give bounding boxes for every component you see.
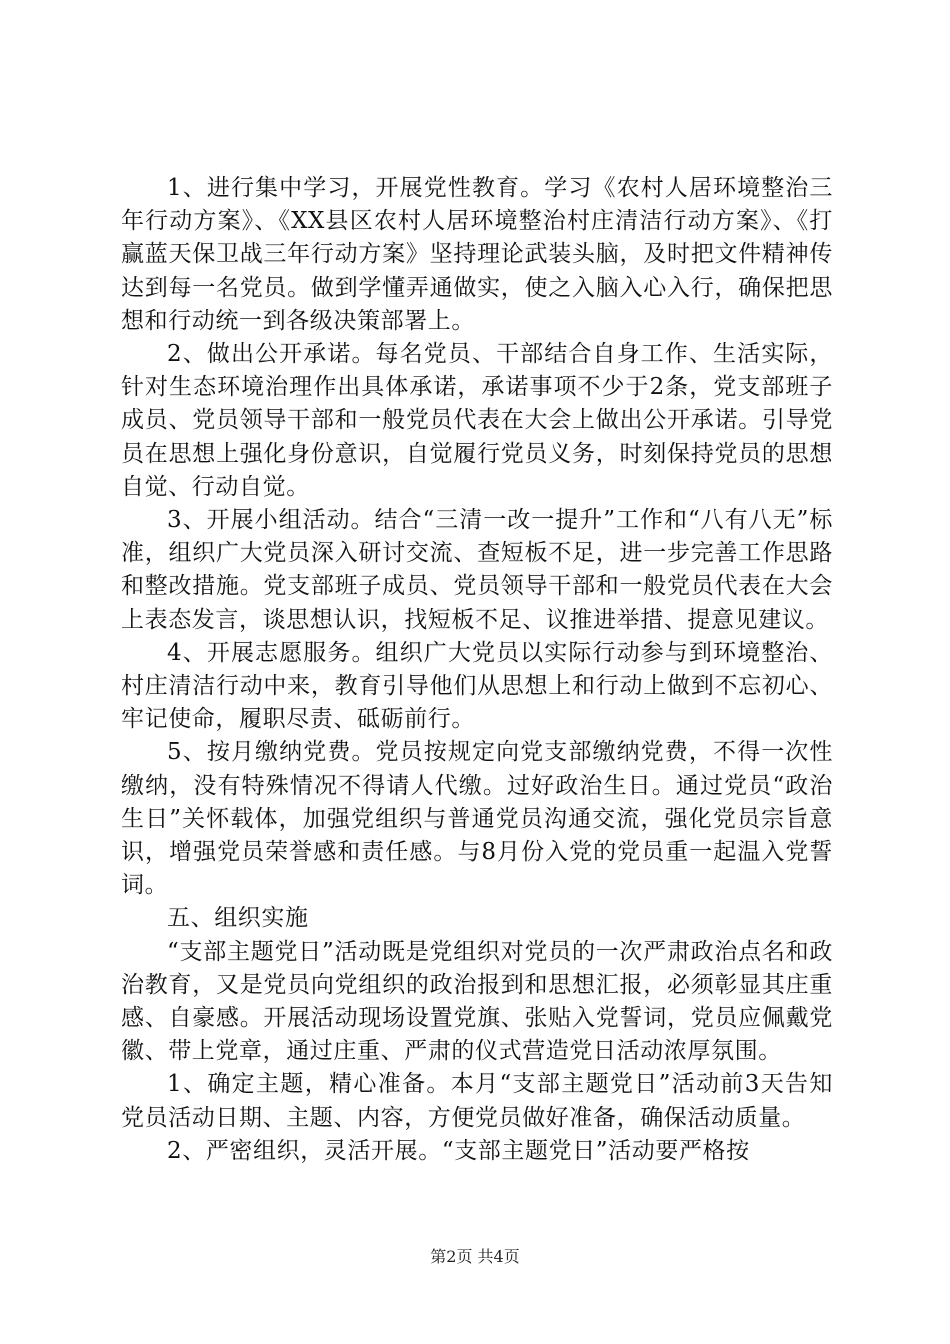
paragraph-study: 1、进行集中学习，开展党性教育。学习《农村人居环境整治三年行动方案》、《XX县区农村人居环境整治村庄清洁行动方案》、《打赢蓝天保卫战三年行动方案》坚持理论武装头脑，及时把文件精神传达到每一名党员。做到学懂弄通做实，使之入脑入心入行，确保把思想和行动统一到各级决策部署上。 — [121, 175, 833, 334]
section-heading-implementation: 五、组织实施 — [167, 905, 309, 932]
paragraph-party-dues: 5、按月缴纳党费。党员按规定向党支部缴纳党费，不得一次性缴纳，没有特殊情况不得请人代缴。过好政治生日。通过党员“政治生日”关怀载体，加强党组织与普通党员沟通交流，强化党员宗旨意识，增强党员荣誉感和责任感。与8月份入党的党员重一起温入党誓词。 — [121, 739, 833, 899]
paragraph-organization: 2、严密组织，灵活开展。“支部主题党日”活动要严格按 — [167, 1137, 750, 1164]
document-body — [121, 172, 833, 1168]
paragraph-group-activity: 3、开展小组活动。结合“三清一改一提升”工作和“八有八无”标准，组织广大党员深入研讨交流、查短板不足，进一步完善工作思路和整改措施。党支部班子成员、党员领导干部和一般党员代表在大会上表态发言，谈思想认识，找短板不足、议推进举措、提意见建议。 — [121, 507, 833, 633]
page-number-footer: 第2页 共4页 — [430, 1247, 520, 1266]
paragraph-theme-preparation: 1、确定主题，精心准备。本月“支部主题党日”活动前3天告知党员活动日期、主题、内容，方便党员做好准备，确保活动质量。 — [121, 1071, 833, 1131]
paragraph-commitment: 2、做出公开承诺。每名党员、干部结合自身工作、生活实际，针对生态环境治理作出具体承诺，承诺事项不少于2条，党支部班子成员、党员领导干部和一般党员代表在大会上做出公开承诺。引导党员在思想上强化身份意识，自觉履行党员义务，时刻保持党员的思想自觉、行动自觉。 — [121, 341, 833, 500]
paragraph-implementation-intro: “支部主题党日”活动既是党组织对党员的一次严肃政治点名和政治教育，又是党员向党组织的政治报到和思想汇报，必须彰显其庄重感、自豪感。开展活动现场设置党旗、张贴入党誓词，党员应佩戴党徽、带上党章，通过庄重、严肃的仪式营造党日活动浓厚氛围。 — [121, 938, 833, 1065]
paragraph-volunteer: 4、开展志愿服务。组织广大党员以实际行动参与到环境整治、村庄清洁行动中来，教育引导他们从思想上和行动上做到不忘初心、牢记使命，履职尽责、砥砺前行。 — [121, 639, 833, 733]
